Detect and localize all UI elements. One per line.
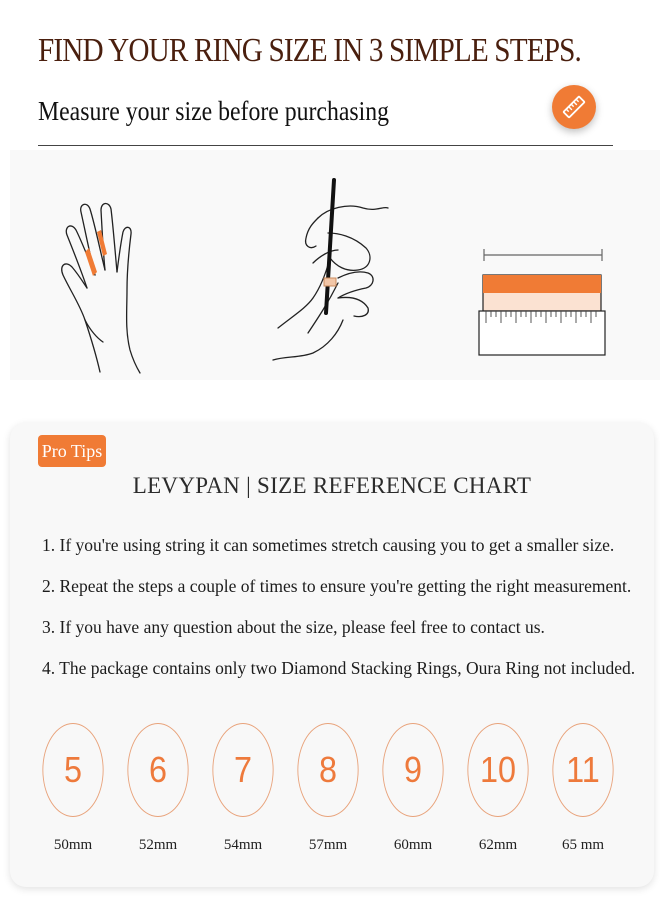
size-item	[378, 723, 448, 863]
size-circle: 10	[467, 723, 528, 817]
steps-illustrations	[10, 150, 660, 380]
size-mm: 54mm	[223, 837, 263, 853]
chart-title: LEVYPAN | SIZE REFERENCE CHART	[132, 473, 532, 498]
page-subtitle: Measure your size before purchasing	[38, 96, 389, 126]
page-title: FIND YOUR RING SIZE IN 3 SIMPLE STEPS.	[38, 32, 581, 69]
size-mm: 65 mm	[561, 837, 605, 853]
pro-tips-badge: Pro Tips	[38, 435, 106, 467]
header-divider	[38, 145, 613, 146]
tip-item: 4. The package contains only two Diamond Stacking Rings, Oura Ring not included.	[42, 658, 636, 678]
size-circle: 8	[297, 723, 358, 817]
size-item	[293, 723, 363, 863]
tips-list	[42, 531, 642, 695]
size-mm: 60mm	[393, 837, 433, 853]
hand-string-icon	[258, 178, 398, 373]
tip-item: 3. If you have any question about the size, please feel free to contact us.	[42, 617, 545, 637]
size-mm: 50mm	[53, 837, 93, 853]
size-circle: 6	[127, 723, 188, 817]
size-item	[463, 723, 533, 863]
ruler-badge	[552, 85, 596, 129]
size-item	[208, 723, 278, 863]
size-circle: 9	[382, 723, 443, 817]
size-mm: 52mm	[138, 837, 178, 853]
size-chart	[38, 723, 638, 863]
size-item	[123, 723, 193, 863]
size-circle: 11	[552, 723, 613, 817]
size-mm: 62mm	[478, 837, 518, 853]
size-circle: 7	[212, 723, 273, 817]
size-mm: 57mm	[308, 837, 348, 853]
hand-marked-finger-icon	[45, 190, 155, 375]
size-item	[38, 723, 108, 863]
size-reference-card	[10, 423, 654, 887]
ruler-icon	[561, 94, 587, 120]
size-circle: 5	[42, 723, 103, 817]
ruler-strip-icon	[478, 240, 613, 360]
tip-item: 2. Repeat the steps a couple of times to ensure you're getting the right measurement.	[42, 576, 632, 596]
tip-item: 1. If you're using string it can sometimes stretch causing you to get a smaller size.	[42, 535, 615, 555]
size-item	[548, 723, 618, 863]
